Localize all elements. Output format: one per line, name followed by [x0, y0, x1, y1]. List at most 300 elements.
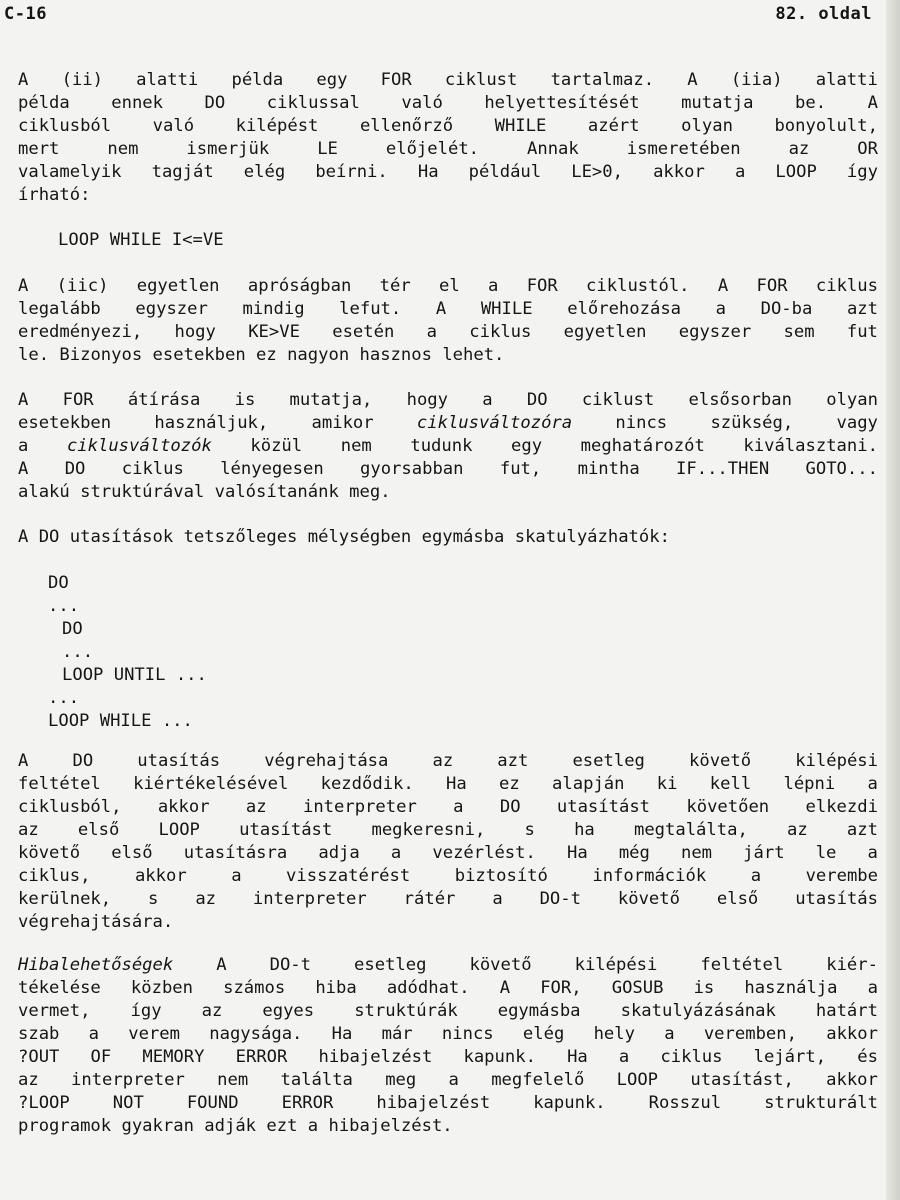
text-word: ciklust — [581, 390, 655, 410]
text-word: való — [152, 116, 195, 136]
text-word: interpreter — [71, 1070, 185, 1090]
text-word: azt — [846, 820, 878, 840]
text-line — [18, 298, 878, 321]
text-line — [18, 1023, 878, 1046]
text-word: apróságban — [247, 276, 352, 296]
text-word: fut — [846, 322, 878, 342]
code-nested-3: ... — [62, 642, 94, 662]
text-word: A — [18, 70, 29, 90]
text-word: (iia) — [730, 70, 783, 90]
text-word: azt — [497, 751, 529, 771]
text-line — [18, 796, 878, 819]
text-word: tetszőleges — [183, 527, 308, 547]
text-word: szükség, — [710, 413, 794, 433]
text-word: információk — [592, 866, 707, 886]
text-word: LOOP — [158, 820, 200, 840]
text-word: mélységben — [307, 527, 422, 547]
text-word: lejárt, — [753, 1047, 827, 1067]
text-word: meg — [385, 1070, 417, 1090]
text-word: GOTO... — [805, 459, 878, 479]
text-word: fut, — [499, 459, 542, 479]
text-line — [18, 184, 878, 207]
text-word: adódhat. — [386, 978, 470, 998]
text-word: nem — [217, 1070, 249, 1090]
text-word: a — [482, 390, 493, 410]
text-word: a — [448, 1070, 459, 1090]
text-word: utasítást — [556, 797, 651, 817]
text-word: közben — [130, 978, 193, 998]
text-word: a — [453, 797, 464, 817]
text-word: ki — [656, 774, 678, 794]
text-line — [18, 344, 878, 367]
text-word: mutatja — [681, 93, 754, 113]
text-word: KE>VE — [248, 322, 300, 342]
text-line — [18, 389, 878, 412]
text-word: utasítást — [239, 820, 333, 840]
text-word: nagysága. — [209, 1024, 303, 1044]
text-word: a — [88, 1024, 100, 1044]
text-word: ellenőrző — [359, 116, 454, 136]
text-word: A — [867, 93, 878, 113]
text-word: a — [231, 866, 242, 886]
text-word: a — [867, 774, 878, 794]
text-word: írható: — [18, 185, 91, 205]
text-word: ERROR — [281, 1093, 334, 1113]
text-word: használjuk, — [154, 413, 269, 433]
text-word: DO — [204, 93, 226, 113]
text-word: lefut. — [339, 299, 402, 319]
text-word: interpreter — [302, 797, 417, 817]
text-word: járt — [743, 843, 785, 863]
text-word: gyakran — [121, 1116, 205, 1136]
text-word: mutatja, — [289, 390, 373, 410]
text-word: átírása — [127, 390, 201, 410]
text-word: legalább — [18, 299, 101, 319]
paragraph-execution — [18, 750, 878, 934]
text-word: az — [432, 751, 454, 771]
text-word: A — [18, 751, 29, 771]
text-word: egyszer — [135, 299, 208, 319]
text-word: Ha — [567, 1047, 588, 1067]
text-word: DO-t — [269, 955, 312, 975]
text-word: tudunk — [410, 436, 473, 456]
text-word: kiértékelésével — [133, 774, 289, 794]
text-word: esetleg — [354, 955, 427, 975]
text-word: követő — [617, 889, 680, 909]
text-word: a — [664, 1024, 675, 1044]
text-word: A — [717, 276, 729, 296]
text-word: olyan — [826, 390, 878, 410]
text-word: alatti — [815, 70, 878, 90]
text-word: be. — [795, 93, 827, 113]
page-number: 82. oldal — [775, 4, 872, 24]
text-word: nincs — [615, 413, 668, 433]
text-word: vagy — [836, 413, 878, 433]
text-word: valósítanánk — [214, 482, 350, 502]
text-word: a — [750, 866, 762, 886]
text-word: DO — [72, 751, 94, 771]
text-word: példa — [18, 93, 70, 113]
text-word: struktúrák — [354, 1001, 458, 1021]
text-word: hibajelzést — [376, 1093, 491, 1113]
text-word: hogy — [174, 322, 216, 342]
text-word: a — [426, 322, 437, 342]
text-line — [18, 842, 878, 865]
code-nested-6: LOOP WHILE ... — [48, 711, 193, 731]
text-word: egyetlen — [136, 276, 220, 296]
text-word: FOR — [380, 70, 412, 90]
text-word: ezt — [266, 1116, 308, 1136]
text-word: interpreter — [252, 889, 367, 909]
text-word: FOUND — [186, 1093, 239, 1113]
text-word: elég — [243, 162, 286, 182]
text-word: GOSUB — [611, 978, 664, 998]
text-word: mintha — [577, 459, 640, 479]
text-word: ciklussal — [266, 93, 360, 113]
text-line — [18, 115, 878, 138]
text-word: ciklusváltozók — [66, 436, 212, 456]
text-word: egy — [316, 70, 348, 90]
text-word: az — [245, 797, 267, 817]
text-word: A — [216, 955, 227, 975]
text-word: gyorsabban — [360, 459, 464, 479]
text-word: kerülnek, — [18, 889, 112, 909]
text-word: ciklus — [815, 276, 878, 296]
text-word: végrehajtására. — [18, 912, 174, 932]
text-word: verem — [128, 1024, 181, 1044]
text-word: a — [18, 436, 29, 456]
text-word: biztosító — [454, 866, 548, 886]
text-word: hiba — [315, 978, 357, 998]
text-word: feltétel — [700, 955, 784, 975]
text-word: adják — [204, 1116, 267, 1136]
text-word: OF — [90, 1047, 112, 1067]
text-word: ez — [256, 345, 288, 365]
text-word: szab — [18, 1024, 60, 1044]
text-word: ez — [499, 774, 520, 794]
text-line — [18, 977, 878, 1000]
text-word: megkeresni, — [371, 820, 486, 840]
text-word: LOOP — [775, 162, 817, 182]
text-word: elsősorban — [688, 390, 792, 410]
text-word: kapunk. — [463, 1047, 536, 1067]
text-word: DO — [499, 797, 521, 817]
text-word: megtalálta, — [633, 820, 748, 840]
paragraph-for-rewrite — [18, 389, 878, 504]
text-word: ismeretében — [626, 139, 741, 159]
text-word: nem — [340, 436, 372, 456]
text-word: DO-ba — [760, 299, 813, 319]
text-word: MEMORY — [142, 1047, 205, 1067]
text-word: elég — [522, 1024, 565, 1044]
text-word: ciklus — [469, 322, 532, 342]
text-word: akkor — [653, 162, 705, 182]
text-word: egyszer — [678, 322, 752, 342]
text-word: egyetlen — [563, 322, 647, 342]
text-word: le — [815, 843, 837, 863]
text-word: azért — [587, 116, 640, 136]
text-word: meg. — [349, 482, 391, 502]
text-word: tékelése — [18, 978, 101, 998]
text-word: elkezdi — [805, 797, 878, 817]
text-word: nem — [680, 843, 713, 863]
text-word: hibajelzést — [318, 1047, 433, 1067]
text-word: ciklusból — [18, 116, 112, 136]
text-word: ciklust — [444, 70, 518, 90]
text-word: lépni — [783, 774, 836, 794]
text-word: programok — [18, 1116, 122, 1136]
text-line — [18, 321, 878, 344]
text-word: kezdődik. — [320, 774, 414, 794]
text-word: is — [234, 390, 256, 410]
text-word: az — [18, 820, 39, 840]
text-line — [18, 412, 878, 435]
text-word: lényegesen — [220, 459, 324, 479]
text-word: egymásba — [497, 1001, 581, 1021]
text-word: egy — [511, 436, 543, 456]
text-word: a — [618, 1047, 630, 1067]
text-word: Ha — [331, 1024, 353, 1044]
text-word: LE>0, — [571, 162, 623, 182]
text-word: el — [439, 276, 460, 296]
text-word: verembe — [805, 866, 878, 886]
text-word: végrehajtása — [264, 751, 389, 771]
text-word: ciklus — [660, 1047, 723, 1067]
text-word: első — [77, 820, 120, 840]
text-word: A — [687, 70, 698, 90]
paragraph-intro — [18, 69, 878, 207]
text-word: Bizonyos — [59, 345, 153, 365]
text-word: nagyon — [287, 345, 360, 365]
text-word: (iic) — [56, 276, 109, 296]
text-word: helyettesítését — [484, 93, 640, 113]
text-word: utasítások — [69, 527, 184, 547]
text-word: kiér- — [826, 955, 878, 975]
text-word: tér — [379, 276, 411, 296]
text-word: beírni. — [315, 162, 388, 182]
text-word: vermet, — [18, 1001, 91, 1021]
code-nested-4: LOOP UNTIL ... — [62, 665, 207, 685]
text-word: adja — [318, 843, 360, 863]
text-word: megfelelő — [491, 1070, 585, 1090]
text-word: akkor — [826, 1024, 878, 1044]
text-word: ERROR — [235, 1047, 288, 1067]
text-word: kiválasztani. — [743, 436, 878, 456]
text-word: DO-t — [539, 889, 581, 909]
code-nested-1: ... — [48, 596, 80, 616]
text-word: ?LOOP — [18, 1093, 70, 1113]
text-word: hibajelzést. — [328, 1116, 453, 1136]
text-word: vezérlést. — [432, 843, 536, 863]
text-word: az — [195, 889, 217, 909]
text-word: Hibalehetőségek — [18, 955, 174, 975]
text-word: kilépést — [235, 116, 319, 136]
text-word: használja — [744, 978, 838, 998]
text-word: ismerjük — [186, 139, 270, 159]
text-word: így — [130, 1001, 162, 1021]
text-word: skatulyázhatók: — [514, 527, 670, 547]
text-word: esetekben — [152, 345, 257, 365]
code-nested-2: DO — [62, 619, 83, 639]
text-word: az — [201, 1001, 223, 1021]
text-word: akkor — [826, 1070, 878, 1090]
text-word: ha — [574, 820, 595, 840]
text-word: OR — [857, 139, 878, 159]
text-word: DO — [38, 527, 70, 547]
text-word: feltétel — [18, 774, 101, 794]
text-word: mert — [18, 139, 60, 159]
text-line — [18, 911, 878, 934]
text-word: nem — [107, 139, 139, 159]
text-word: már — [381, 1024, 413, 1044]
text-line — [18, 275, 878, 298]
text-word: A — [435, 299, 447, 319]
text-word: a — [307, 1116, 329, 1136]
text-line — [18, 526, 878, 549]
text-line — [18, 435, 878, 458]
text-word: a — [734, 162, 746, 182]
text-word: Ha — [417, 162, 439, 182]
text-word: követő — [469, 955, 532, 975]
text-word: veremben, — [703, 1024, 797, 1044]
text-word: olyan — [681, 116, 733, 136]
text-word: LOOP — [616, 1070, 659, 1090]
text-word: egyes — [262, 1001, 315, 1021]
text-word: hely — [593, 1024, 635, 1044]
text-word: rátér — [403, 889, 456, 909]
text-word: a — [390, 843, 402, 863]
text-word: azt — [846, 299, 878, 319]
text-word: hasznos — [359, 345, 443, 365]
text-word: strukturált — [764, 1093, 878, 1113]
text-word: meghatározót — [580, 436, 705, 456]
text-word: WHILE — [494, 116, 547, 136]
text-word: amikor — [311, 413, 374, 433]
text-word: bonyolult, — [774, 116, 878, 136]
text-line — [18, 773, 878, 796]
text-word: alapján — [552, 774, 625, 794]
code-nested-5: ... — [48, 688, 80, 708]
text-word: DO — [64, 459, 86, 479]
text-word: nincs — [441, 1024, 494, 1044]
text-line — [18, 161, 878, 184]
text-word: sem — [783, 322, 815, 342]
text-word: DO — [526, 390, 548, 410]
text-word: esetekben — [18, 413, 112, 433]
text-word: Annak — [527, 139, 579, 159]
text-word: FOR — [62, 390, 94, 410]
text-word: tagját — [151, 162, 214, 182]
text-word: s — [148, 889, 159, 909]
text-word: kilépési — [795, 751, 878, 771]
text-word: a — [715, 299, 726, 319]
text-word: LE — [317, 139, 338, 159]
text-line — [18, 1092, 878, 1115]
text-line — [18, 819, 878, 842]
text-word: visszatérést — [286, 866, 411, 886]
text-word: utasítást, — [690, 1070, 794, 1090]
text-word: (ii) — [61, 70, 103, 90]
text-word: IF...THEN — [676, 459, 770, 479]
paragraph-iic — [18, 275, 878, 367]
text-word: így — [846, 162, 878, 182]
text-word: közül — [250, 436, 303, 456]
text-word: előjelét. — [385, 139, 480, 159]
text-line — [18, 138, 878, 161]
text-line — [18, 1000, 878, 1023]
text-word: a — [488, 276, 499, 296]
text-word: például — [468, 162, 542, 182]
text-word: ciklus — [121, 459, 184, 479]
text-word: FOR — [756, 276, 788, 296]
text-word: skatulyázásának — [620, 1001, 776, 1021]
text-word: ciklustól. — [586, 276, 690, 296]
text-word: WHILE — [480, 299, 533, 319]
text-word: még — [618, 843, 650, 863]
text-line — [18, 458, 878, 481]
text-word: A — [18, 459, 29, 479]
text-word: ciklusból, — [18, 797, 122, 817]
text-word: NOT — [112, 1093, 144, 1113]
text-word: első — [716, 889, 759, 909]
text-word: példa — [231, 70, 284, 90]
text-word: tartalmaz. — [550, 70, 655, 90]
text-word: esetleg — [572, 751, 645, 771]
text-word: előrehozása — [567, 299, 682, 319]
text-word: követően — [686, 797, 770, 817]
text-word: az — [787, 820, 808, 840]
text-word: Rosszul — [648, 1093, 722, 1113]
text-word: a — [492, 889, 503, 909]
page-edge-shadow — [886, 0, 900, 1200]
text-word: a — [867, 843, 878, 863]
code-loop-while: LOOP WHILE I<=VE — [58, 230, 224, 250]
text-word: FOR, — [540, 978, 582, 998]
text-line — [18, 1069, 878, 1092]
text-word: ciklusváltozóra — [416, 413, 573, 433]
text-word: akkor — [134, 866, 187, 886]
code-nested-0: DO — [48, 573, 69, 593]
text-word: ciklus, — [18, 866, 91, 886]
text-line — [18, 92, 878, 115]
text-line — [18, 888, 878, 911]
paragraph-nesting — [18, 526, 878, 549]
text-word: esetén — [332, 322, 395, 342]
text-word: le. — [18, 345, 60, 365]
text-word: A — [18, 527, 39, 547]
text-word: a — [867, 978, 878, 998]
text-word: első — [111, 843, 153, 863]
text-word: A — [18, 276, 29, 296]
text-word: akkor — [157, 797, 210, 817]
text-word: kapunk. — [533, 1093, 606, 1113]
text-word: lehet. — [442, 345, 505, 365]
text-word: alatti — [136, 70, 199, 90]
text-line — [18, 954, 878, 977]
text-word: alakú — [18, 482, 81, 502]
section-code: C-16 — [4, 4, 47, 24]
text-word: Ha — [446, 774, 467, 794]
paragraph-errors — [18, 954, 878, 1138]
text-word: az — [18, 1070, 39, 1090]
text-word: kell — [709, 774, 752, 794]
text-word: ennek — [111, 93, 164, 113]
text-word: mindig — [242, 299, 305, 319]
text-line — [18, 69, 878, 92]
text-word: kilépési — [574, 955, 658, 975]
text-line — [18, 481, 878, 504]
text-word: ?OUT — [18, 1047, 60, 1067]
